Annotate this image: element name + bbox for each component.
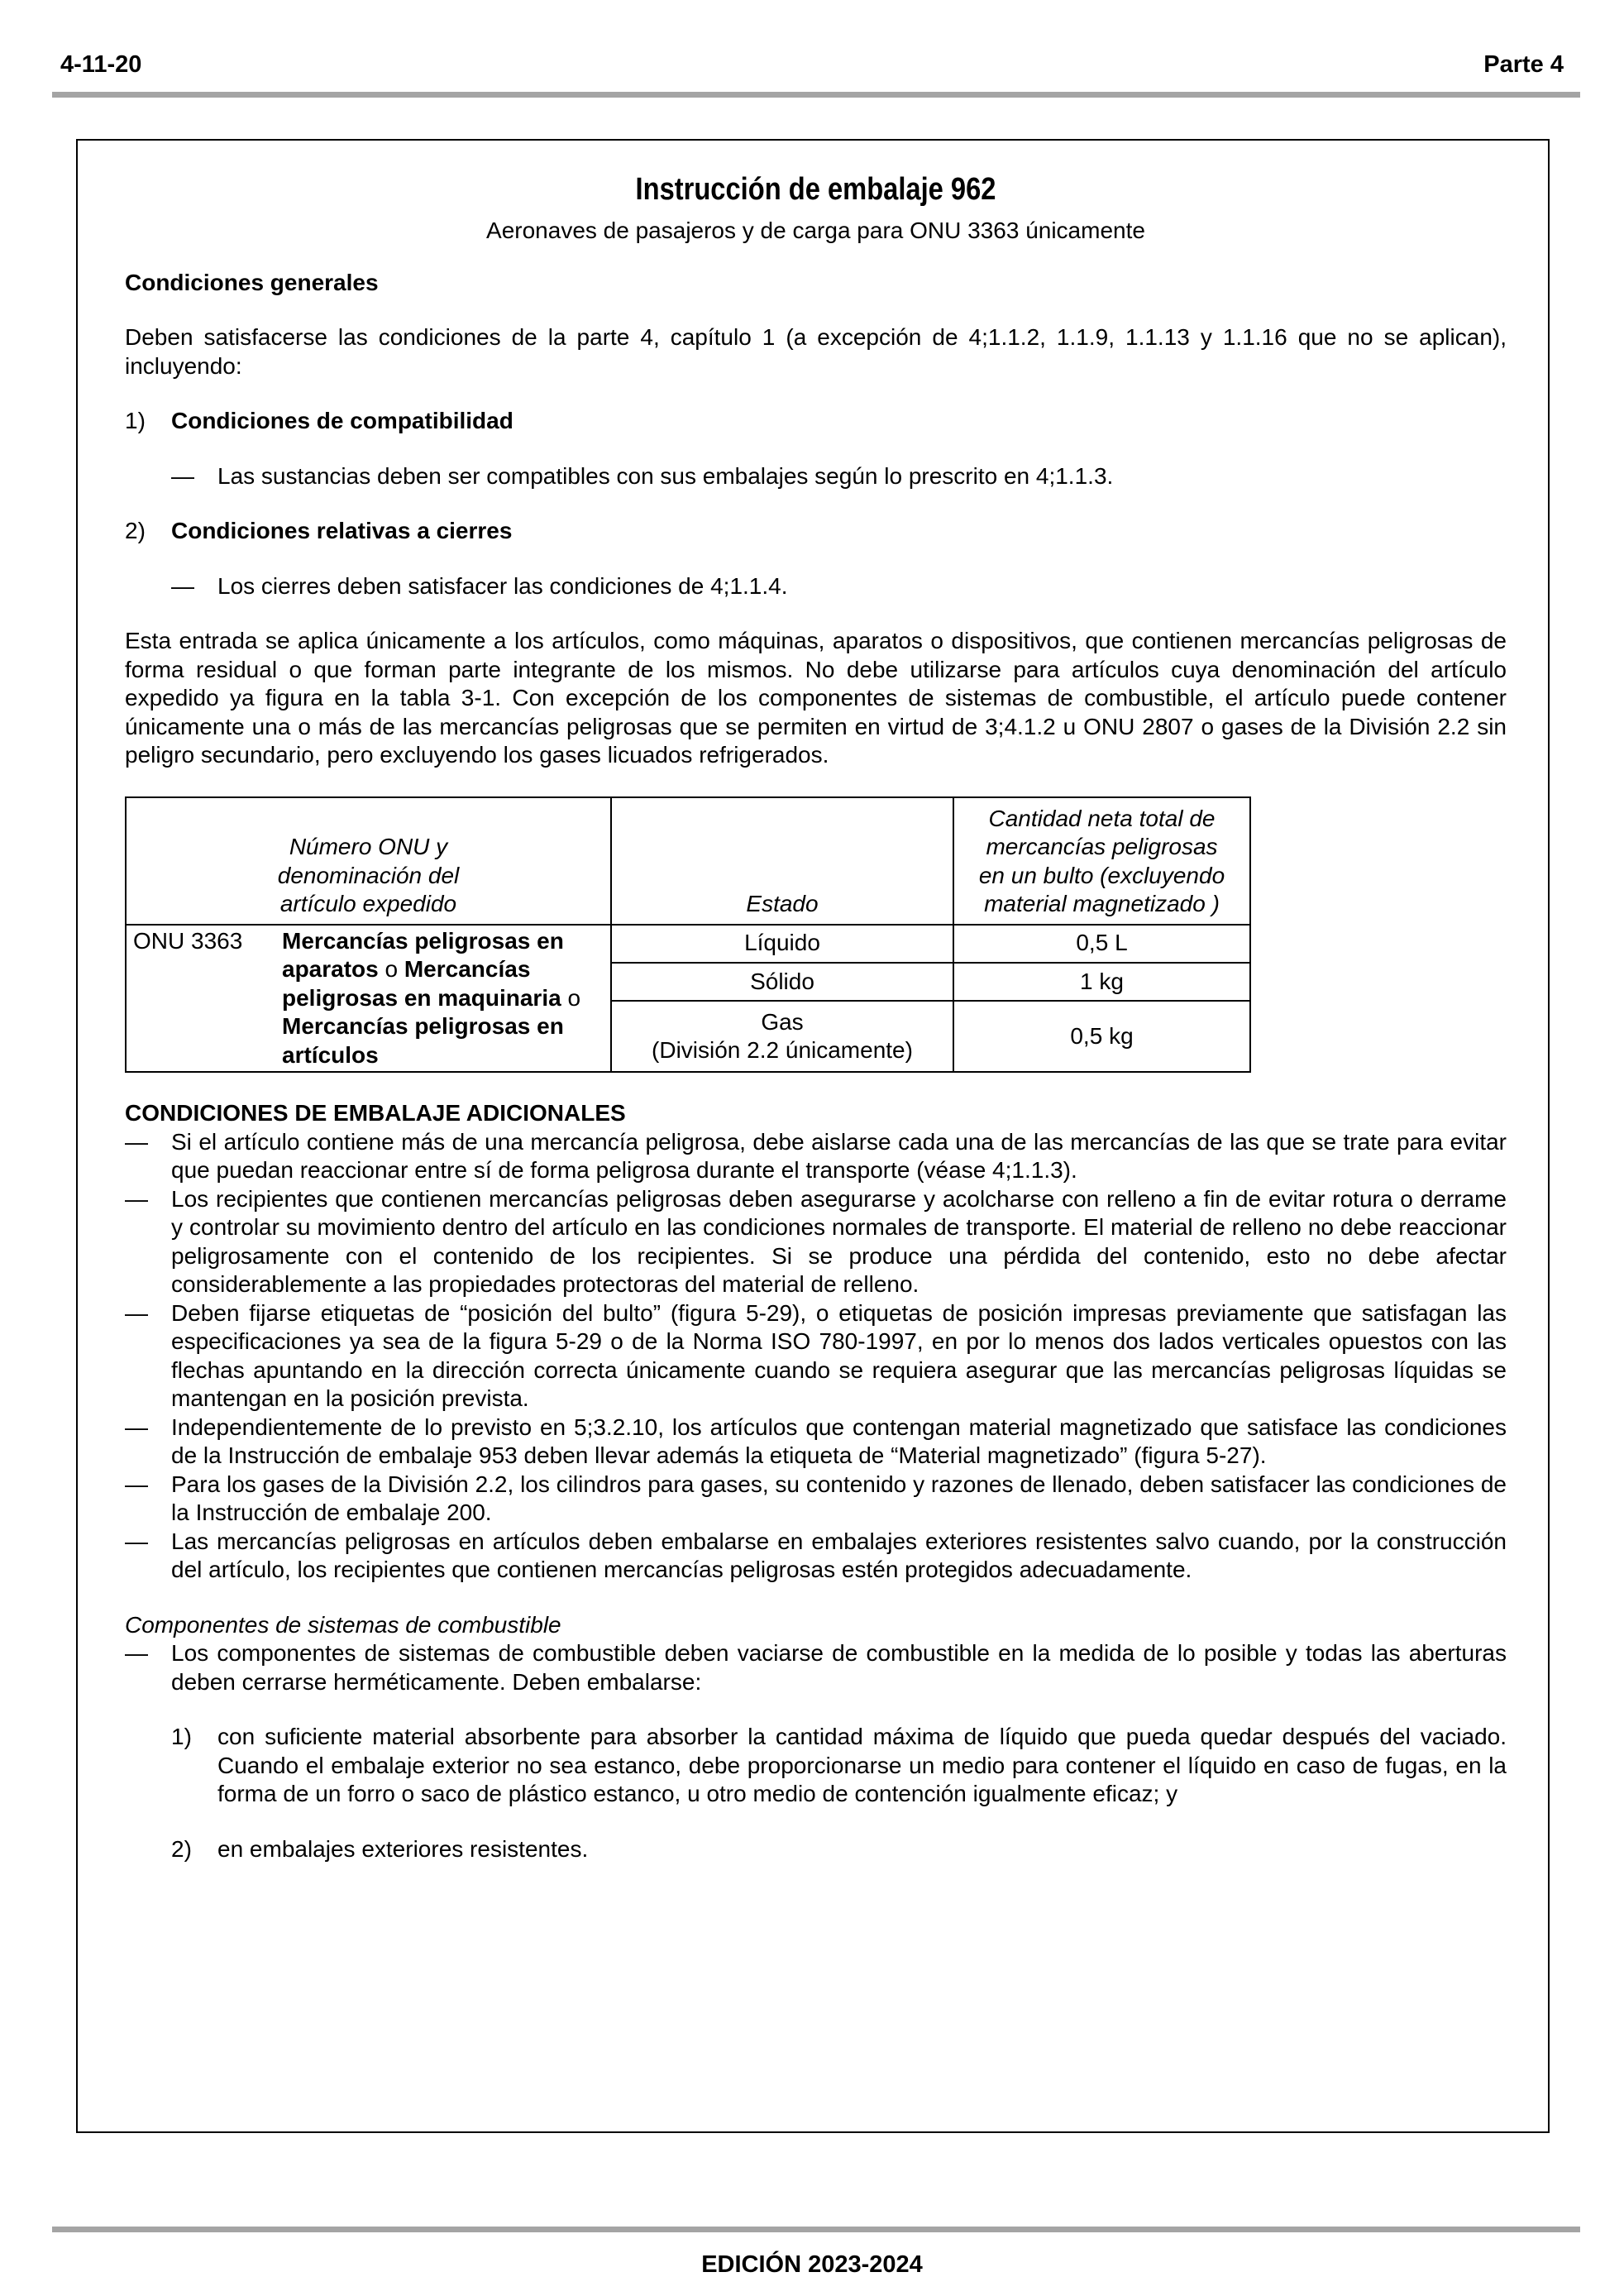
header-un-number: Número ONU y denominación del artículo expedido — [126, 797, 611, 925]
list-item: — Los componentes de sistemas de combustible deben vaciarse de combustible en la medida de lo posible y todas las aberturas deben cerrarse herméticamente. Deben embalarse: — [125, 1640, 1507, 1695]
fuel-list — [125, 1639, 1507, 1696]
dash-bullet: — — [171, 462, 194, 489]
list-item: — Deben fijarse etiquetas de “posición del bulto” (figura 5-29), o etiquetas de posición impresas previamente que satisfagan las especificaciones ya sea de la figura 5-29 o de la Norma ISO 780-1997, en por lo menos dos lados verticales opuestos con las flechas apuntando en la dirección correcta únicamente cuando se requiera asegurar que las mercancías peligrosas líquidas se mantengan en la posición prevista. — [125, 1299, 1507, 1411]
item-text: en embalajes exteriores resistentes. — [217, 1835, 589, 1862]
table-row — [126, 925, 1250, 963]
un-code: ONU 3363 — [133, 927, 243, 954]
additional-list — [125, 1128, 1507, 1585]
list-item: — Los recipientes que contienen mercancías peligrosas deben asegurarse y acolcharse con relleno a fin de evitar rotura o derrame y controlar su movimiento dentro del artículo en las condiciones normales de transporte. El material de relleno no debe reaccionar peligrosamente con el contenido de los recipientes. Si se produce una pérdida del contenido, esto no debe afectar considerablemente a las propiedades protectoras del material de relleno. — [125, 1185, 1507, 1297]
instruction-content — [125, 164, 1507, 1863]
item-text: con suficiente material absorbente para absorber la cantidad máxima de líquido que pueda quedar después del vaciado. Cuando el embalaje exterior no sea estanco, debe proporcionarse un medio para contener el líquido en caso de fugas, en la forma de un forro o saco de plástico estanco, u otro medio de contención igualmente eficaz; y — [217, 1724, 1507, 1806]
item-number: 2) — [171, 1835, 192, 1862]
state-cell: Sólido — [611, 963, 953, 1001]
fuel-heading: Componentes de sistemas de combustible — [125, 1611, 561, 1638]
quantity-cell: 0,5 kg — [953, 1001, 1250, 1072]
list-item: — Para los gases de la División 2.2, los cilindros para gases, su contenido y razones de llenado, deben satisfacer las condiciones de la Instrucción de embalaje 200. — [125, 1471, 1507, 1525]
un-name-cell — [126, 925, 611, 1073]
item-label: Condiciones relativas a cierres — [171, 518, 513, 543]
page-header-part: Parte 4 — [1483, 51, 1564, 78]
page-subtitle: Aeronaves de pasajeros y de carga para ONU 3363 únicamente — [486, 218, 1145, 243]
list-item — [125, 572, 1507, 601]
footer-rule — [52, 2227, 1580, 2232]
list-item — [125, 407, 1507, 436]
scope-paragraph: Esta entrada se aplica únicamente a los artículos, como máquinas, aparatos o dispositivos, que contienen mercancías peligrosas de forma residual o que forman parte integrante de los mismos. No debe utilizarse para artículos cuya denominación del artículo expedido ya figura en la tabla 3-1. Con excepción de los componentes de sistemas de combustible, el artículo puede contener únicamente una o más de las mercancías peligrosas que se permiten en virtud de 3;4.1.2 u ONU 2807 o gases de la División 2.2 sin peligro secundario, pero excluyendo los gases licuados refrigerados. — [125, 628, 1507, 768]
general-intro: Deben satisfacerse las condiciones de la parte 4, capítulo 1 (a excepción de 4;1.1.2, 1.1.9, 1.1.13 y 1.1.16 que no se aplican), incluyendo: — [125, 324, 1507, 379]
general-heading: Condiciones generales — [125, 269, 379, 295]
item-text: Los cierres deben satisfacer las condiciones de 4;1.1.4. — [217, 572, 788, 599]
quantity-table — [125, 796, 1251, 1074]
state-cell: Gas (División 2.2 únicamente) — [611, 1001, 953, 1072]
list-item: — Si el artículo contiene más de una mercancía peligrosa, debe aislarse cada una de las mercancías de las que se trate para evitar que puedan reaccionar entre sí de forma peligrosa durante el transporte (véase 4;1.1.3). — [125, 1128, 1507, 1183]
list-item — [125, 517, 1507, 546]
table-header-row — [126, 797, 1250, 925]
header-quantity: Cantidad neta total de mercancías peligrosas en un bulto (excluyendo material magnetizado ) — [953, 797, 1250, 925]
item-label: Condiciones de compatibilidad — [171, 408, 513, 433]
list-item: — Independientemente de lo previsto en 5;3.2.10, los artículos que contengan material magnetizado que satisface las condiciones de la Instrucción de embalaje 953 deben llevar además la etiqueta de “Material magnetizado” (figura 5-27). — [125, 1413, 1507, 1468]
list-item — [125, 1723, 1507, 1809]
list-item — [125, 1835, 1507, 1864]
list-item — [125, 462, 1507, 491]
header-state: Estado — [611, 797, 953, 925]
shipping-name: Mercancías peligrosas en aparatos o Mercancías peligrosas en maquinaria o Mercancías peligrosas en artículos — [282, 927, 581, 1068]
state-cell: Líquido — [611, 925, 953, 963]
dash-bullet: — — [171, 572, 194, 599]
item-number: 2) — [125, 518, 146, 543]
page-footer: EDICIÓN 2023-2024 — [701, 2251, 923, 2278]
page-header-section: 4-11-20 — [60, 51, 142, 78]
item-number: 1) — [125, 408, 146, 433]
page-title: Instrucción de embalaje 962 — [635, 172, 996, 207]
header-rule — [52, 92, 1580, 98]
item-text: Las sustancias deben ser compatibles con sus embalajes según lo prescrito en 4;1.1.3. — [217, 462, 1114, 489]
quantity-cell: 0,5 L — [953, 925, 1250, 963]
item-number: 1) — [171, 1724, 192, 1749]
additional-heading: CONDICIONES DE EMBALAJE ADICIONALES — [125, 1100, 626, 1126]
quantity-cell: 1 kg — [953, 963, 1250, 1001]
list-item: — Las mercancías peligrosas en artículos deben embalarse en embalajes exteriores resistentes salvo cuando, por la construcción del artículo, los recipientes que contienen mercancías peligrosas estén protegidos adecuadamente. — [125, 1528, 1507, 1582]
